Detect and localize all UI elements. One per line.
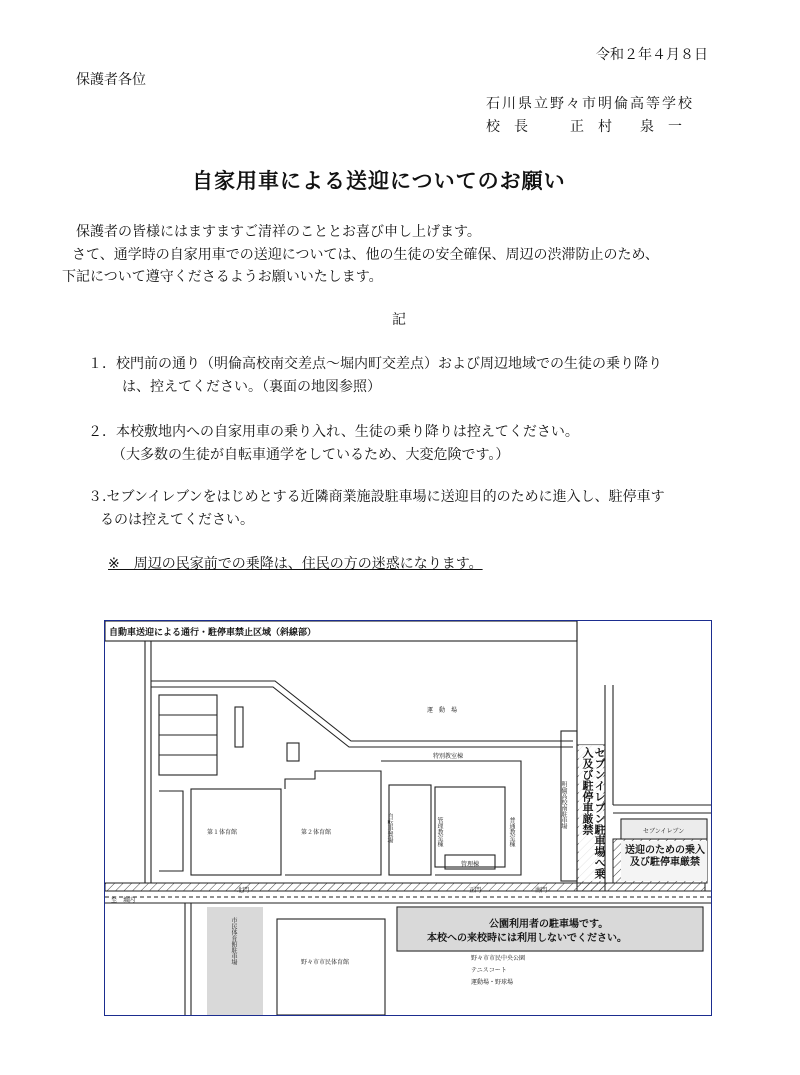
page-title: 自家用車による送迎についてのお願い: [192, 169, 566, 193]
label-seven-eleven-restriction: セブンイレブン駐車場へ乗入及び駐停車厳禁: [581, 747, 606, 879]
restricted-zone-street: [105, 883, 705, 891]
item-1-line-2: は、控えてください。（裏面の地図参照）: [122, 379, 381, 395]
principal-name: 校 長 正 村 泉 一: [486, 119, 682, 135]
item-2-line-2: （大多数の生徒が自転車通学をしているため、大変危険です。）: [112, 447, 510, 463]
label-tennis: テニスコート: [471, 967, 507, 974]
caution-note: ※ 周辺の民家前での乗降は、住民の方の迷惑になります。: [108, 556, 483, 572]
label-south-parking: 明倫高校南駐車場: [560, 781, 567, 829]
label-pickup-restriction: 送迎のための乗入及び駐停車厳禁: [625, 845, 705, 868]
school-name: 石川県立野々市明倫高等学校: [486, 96, 694, 112]
label-main-gate: 正門: [469, 887, 482, 894]
intro-line-3: 下記について遵守くださるようお願いいたします。: [62, 269, 383, 285]
item-3-line-1: ３.セブンイレブンをはじめとする近隣商業施設駐車場に送迎目的のために進入し、駐停車す: [88, 489, 665, 505]
item-1-line-1: １．校門前の通り（明倫高校南交差点～堀内町交差点）および周辺地域での生徒の乗り降り: [88, 356, 662, 372]
label-gym1: 第１体育館: [207, 829, 238, 836]
label-city-gym: 野々市市民体育館: [301, 959, 350, 966]
park-notice-line-2: 本校への来校時には利用しないでください。: [427, 933, 627, 944]
item-2-line-1: ２．本校敷地内への自家用車の乗り入れ、生徒の乗り降りは控えてください。: [88, 424, 579, 440]
campus-map: [104, 620, 712, 1016]
label-seven-eleven: セブンイレブン: [643, 828, 685, 835]
park-notice-line-1: 公園利用者の駐車場です。: [489, 919, 609, 930]
date: 令和２年４月８日: [596, 47, 708, 63]
label-kanri: 管理棟: [461, 861, 480, 868]
label-admin-classrooms: 管理教室棟: [436, 817, 443, 847]
intro-line-1: 保護者の皆様にはますますご清祥のこととお喜び申し上げます。: [76, 224, 481, 240]
ki-heading: 記: [392, 312, 406, 328]
label-ground: 運 動 場: [427, 707, 458, 714]
label-gym2: 第２体育館: [301, 829, 332, 836]
item-3-line-2: るのは控えてください。: [100, 512, 254, 528]
campus-boundary: [151, 681, 573, 741]
label-north-gate: 北門: [237, 887, 250, 894]
label-street: 至 堀内: [111, 897, 136, 904]
recipient: 保護者各位: [76, 72, 146, 88]
label-park: 野々市市民中央公園: [471, 955, 526, 962]
label-baseball: 運動場・野球場: [471, 979, 514, 986]
intro-line-2: さて、通学時の自家用車での送迎については、他の生徒の安全確保、周辺の渋滞防止のため、: [72, 247, 659, 263]
map-title: 自動車送迎による通行・駐停車禁止区域（斜線部）: [109, 628, 317, 638]
label-south-gate: 南門: [535, 887, 548, 894]
label-general-classrooms: 普通教室棟: [508, 817, 515, 847]
label-special-building: 特別教室棟: [433, 753, 464, 760]
label-city-gym-parking: 市民体育館駐車場: [230, 917, 237, 965]
map-drawing: [105, 621, 711, 1015]
restricted-zones: [105, 745, 707, 891]
label-bike-parking: 自転車置場: [386, 813, 393, 843]
